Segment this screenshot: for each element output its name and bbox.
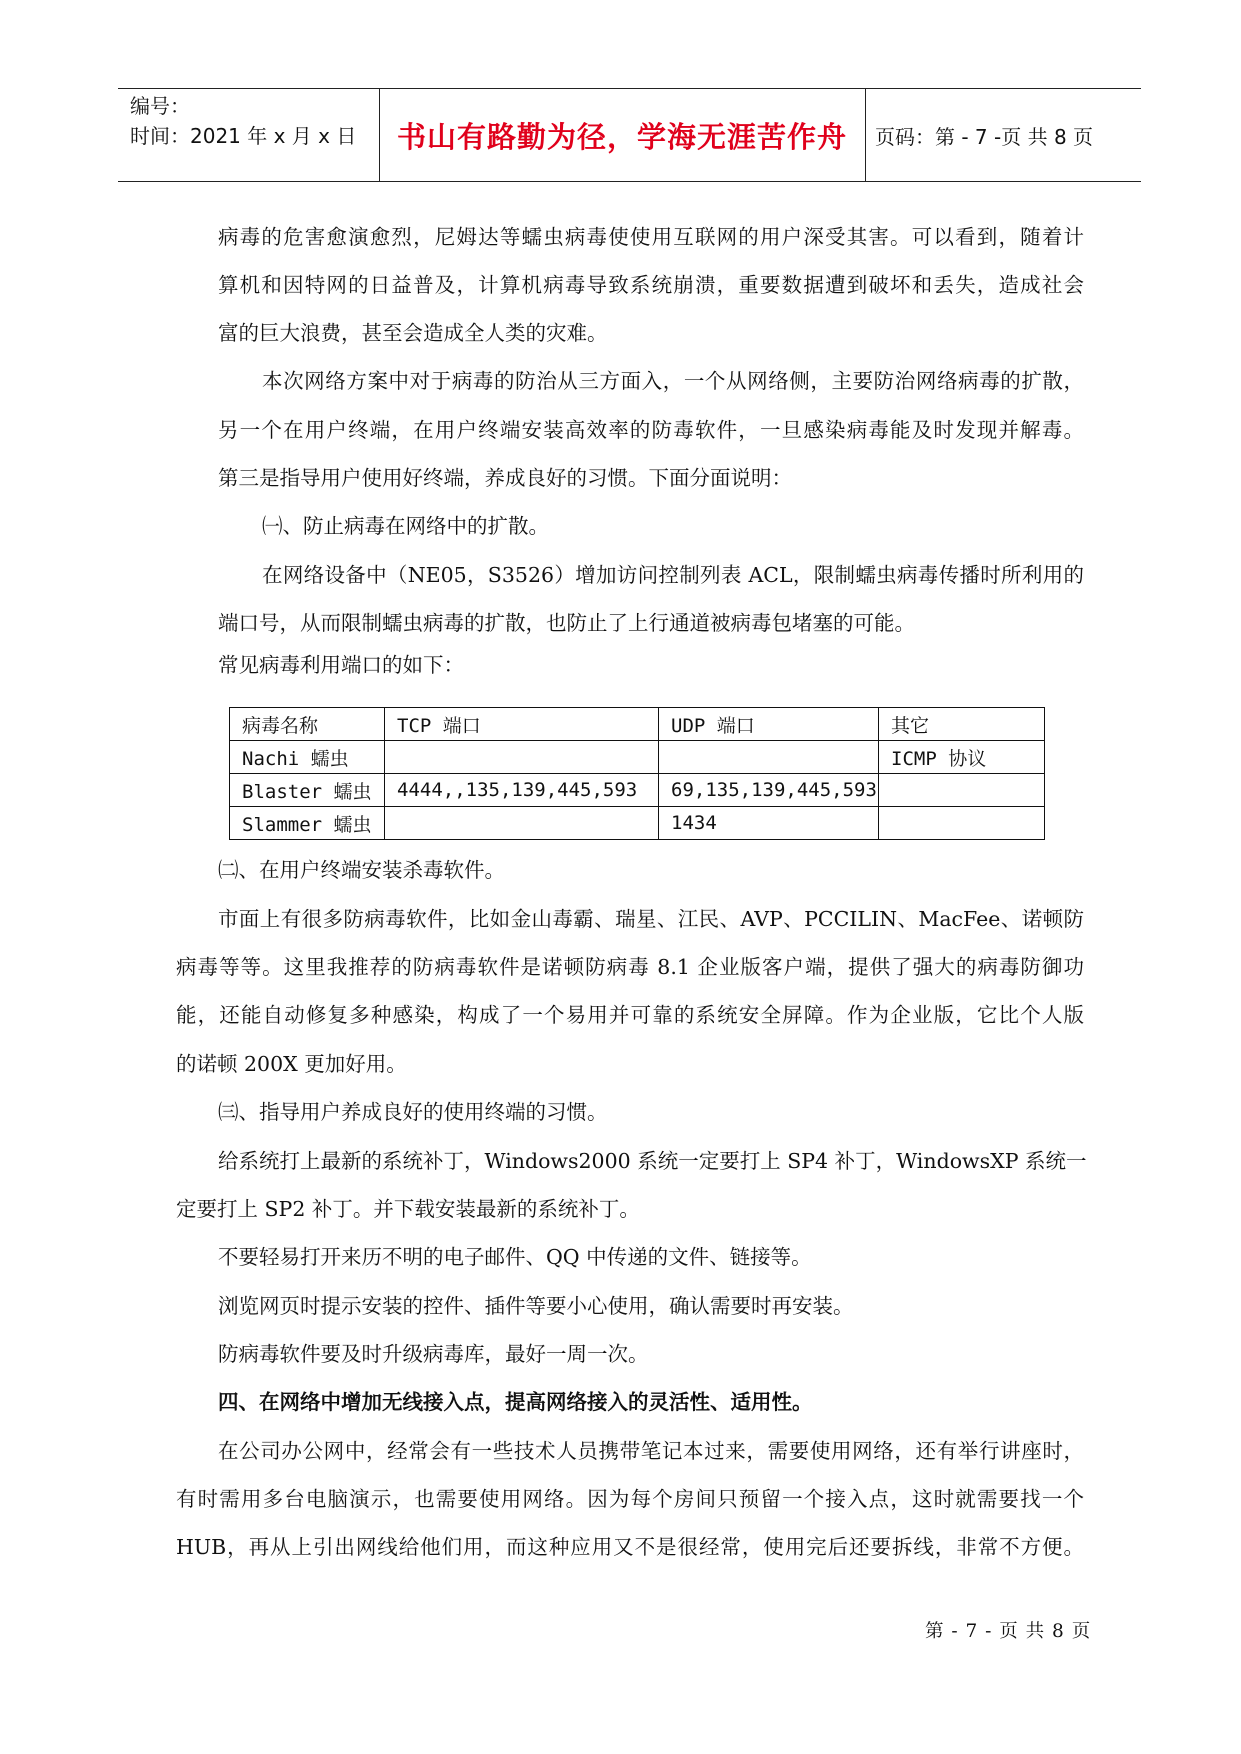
section-heading: ㈡、在用户终端安装杀毒软件。 bbox=[218, 858, 505, 882]
header-meta bbox=[130, 91, 356, 151]
page-footer: 第 - 7 - 页 共 8 页 bbox=[925, 1621, 1092, 1642]
table-header-cell: UDP 端口 bbox=[659, 708, 879, 741]
paragraph-line: 定要打上 SP2 补丁。并下载安装最新的系统补丁。 bbox=[176, 1197, 640, 1221]
table-row bbox=[230, 774, 1045, 807]
header-page-label: 页码：第 - 7 -页 共 8 页 bbox=[875, 124, 1094, 149]
table-cell: ICMP 协议 bbox=[879, 741, 1045, 774]
table-cell bbox=[385, 741, 659, 774]
table-cell bbox=[879, 807, 1045, 840]
paragraph-line: 在公司办公网中，经常会有一些技术人员携带笔记本过来，需要使用网络，还有举行讲座时， bbox=[218, 1439, 1084, 1463]
paragraph-line: 常见病毒利用端口的如下： bbox=[218, 653, 464, 677]
paragraph-line: 病毒等等。这里我推荐的防病毒软件是诺顿防病毒 8.1 企业版客户端，提供了强大的病毒防御功 bbox=[176, 955, 1084, 979]
paragraph-line: 浏览网页时提示安装的控件、插件等要小心使用，确认需要时再安装。 bbox=[218, 1294, 854, 1318]
table-cell bbox=[879, 774, 1045, 807]
table-cell: Slammer 蠕虫 bbox=[230, 807, 385, 840]
doc-time-label: 时间：2021 年 x 月 x 日 bbox=[130, 124, 357, 148]
virus-port-table bbox=[229, 707, 1045, 840]
paragraph-line: 市面上有很多防病毒软件，比如金山毒霸、瑞星、江民、AVP、PCCILIN、MacFee、诺顿防 bbox=[218, 907, 1084, 931]
table-cell: Blaster 蠕虫 bbox=[230, 774, 385, 807]
paragraph-line: 富的巨大浪费，甚至会造成全人类的灾难。 bbox=[218, 321, 608, 345]
table-cell: 4444,,135,139,445,593 bbox=[385, 774, 659, 807]
paragraph-line: 病毒的危害愈演愈烈，尼姆达等蠕虫病毒使使用互联网的用户深受其害。可以看到，随着计 bbox=[218, 225, 1084, 249]
table-cell bbox=[659, 741, 879, 774]
paragraph-line: 算机和因特网的日益普及，计算机病毒导致系统崩溃，重要数据遭到破坏和丢失，造成社会 bbox=[218, 273, 1084, 297]
paragraph-line: 在网络设备中（NE05，S3526）增加访问控制列表 ACL，限制蠕虫病毒传播时所利用的 bbox=[262, 563, 1084, 587]
header-divider bbox=[865, 89, 866, 181]
paragraph-line: 另一个在用户终端，在用户终端安装高效率的防毒软件，一旦感染病毒能及时发现并解毒。 bbox=[218, 418, 1084, 442]
paragraph-line: 第三是指导用户使用好终端，养成良好的习惯。下面分面说明： bbox=[218, 466, 792, 490]
paragraph-line: 的诺顿 200X 更加好用。 bbox=[176, 1052, 407, 1076]
table-cell: 69,135,139,445,593 bbox=[659, 774, 879, 807]
table-header-cell: TCP 端口 bbox=[385, 708, 659, 741]
table-cell: Nachi 蠕虫 bbox=[230, 741, 385, 774]
table-header-cell: 其它 bbox=[879, 708, 1045, 741]
table-cell bbox=[385, 807, 659, 840]
paragraph-line: 本次网络方案中对于病毒的防治从三方面入，一个从网络侧，主要防治网络病毒的扩散， bbox=[262, 369, 1084, 393]
paragraph-line: 端口号，从而限制蠕虫病毒的扩散，也防止了上行通道被病毒包堵塞的可能。 bbox=[218, 611, 915, 635]
section-heading: ㈢、指导用户养成良好的使用终端的习惯。 bbox=[218, 1100, 608, 1124]
paragraph-line: 不要轻易打开来历不明的电子邮件、QQ 中传递的文件、链接等。 bbox=[218, 1245, 812, 1269]
header-motto: 书山有路勤为径，学海无涯苦作舟 bbox=[396, 119, 847, 154]
table-header-cell: 病毒名称 bbox=[230, 708, 385, 741]
table-row bbox=[230, 741, 1045, 774]
table-row bbox=[230, 807, 1045, 840]
section-heading: ㈠、防止病毒在网络中的扩散。 bbox=[262, 514, 549, 538]
paragraph-line: 防病毒软件要及时升级病毒库，最好一周一次。 bbox=[218, 1342, 649, 1366]
paragraph-line: 能，还能自动修复多种感染，构成了一个易用并可靠的系统安全屏障。作为企业版，它比个人版 bbox=[176, 1003, 1084, 1027]
table-header-row bbox=[230, 708, 1045, 741]
doc-number-label: 编号： bbox=[130, 94, 190, 118]
paragraph-line: 有时需用多台电脑演示，也需要使用网络。因为每个房间只预留一个接入点，这时就需要找一个 bbox=[176, 1487, 1084, 1511]
paragraph-line: 给系统打上最新的系统补丁，Windows2000 系统一定要打上 SP4 补丁，WindowsXP 系统一 bbox=[218, 1149, 1087, 1173]
section-heading: 四、在网络中增加无线接入点，提高网络接入的灵活性、适用性。 bbox=[218, 1390, 813, 1414]
page-header bbox=[118, 88, 1141, 182]
table-cell: 1434 bbox=[659, 807, 879, 840]
paragraph-line: HUB，再从上引出网线给他们用，而这种应用又不是很经常，使用完后还要拆线，非常不方便。 bbox=[176, 1535, 1084, 1559]
